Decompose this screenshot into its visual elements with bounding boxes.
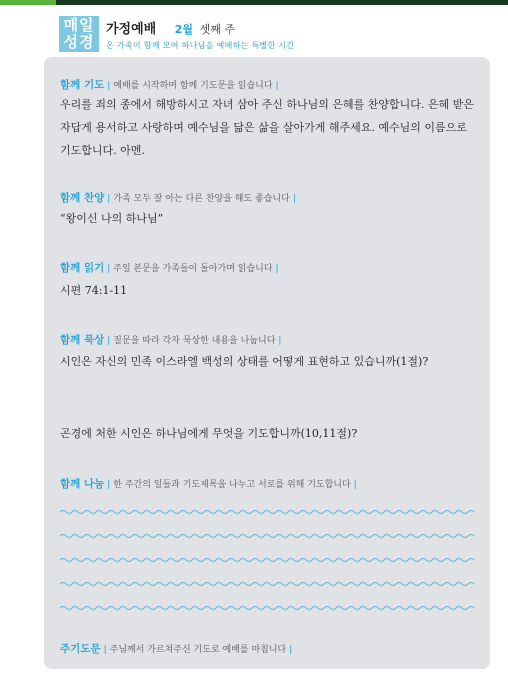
logo-line-1: 매일 [63, 16, 95, 34]
section-lords-prayer-desc: 주님께서 가르쳐주신 기도로 예배를 마칩니다 [109, 645, 287, 655]
section-reading-desc: 주일 본문을 가족들이 돌아가며 읽습니다 [113, 264, 273, 274]
praise-text: “왕이신 나의 하나님” [60, 212, 164, 225]
section-sharing-heading: 함께 나눔 [60, 478, 105, 490]
meditation-question-1: 시인은 자신의 민족 이스라엘 백성의 상태를 어떻게 표현하고 있습니까(1절)? [60, 355, 429, 368]
section-praise-desc: 가족 모두 잘 아는 다른 찬양을 해도 좋습니다 [113, 194, 290, 204]
section-lords-prayer-header: 주기도문 | 주님께서 가르쳐주신 기도로 예배를 마칩니다 | [60, 643, 293, 655]
writing-line-3[interactable] [60, 557, 474, 563]
section-meditation-heading: 함께 묵상 [60, 334, 105, 346]
section-reading-heading: 함께 읽기 [60, 262, 105, 274]
page-subtitle: 온 가족이 함께 모여 하나님을 예배하는 특별한 시간 [106, 41, 295, 50]
meditation-question-2: 곤경에 처한 시인은 하나님에게 무엇을 기도합니까(10,11절)? [60, 427, 358, 440]
writing-line-2[interactable] [60, 533, 474, 539]
writing-line-5[interactable] [60, 605, 474, 611]
section-prayer-heading: 함께 기도 [60, 79, 105, 91]
title-month: 2월 [174, 23, 194, 36]
section-praise-heading: 함께 찬양 [60, 192, 105, 204]
writing-line-4[interactable] [60, 581, 474, 587]
reading-text: 시편 74:1-11 [60, 284, 128, 297]
top-bar-accent [0, 0, 56, 5]
section-meditation-desc: 질문을 따라 각자 묵상한 내용을 나눕니다 [113, 336, 276, 346]
title-text: 가정예배 [106, 22, 157, 37]
page-title [106, 18, 235, 37]
section-meditation-header: 함께 묵상 | 질문을 따라 각자 묵상한 내용을 나눕니다 | [60, 334, 282, 346]
section-sharing-desc: 한 주간의 일들과 기도제목을 나누고 서로를 위해 기도합니다 [113, 480, 351, 490]
section-sharing-header: 함께 나눔 | 한 주간의 일들과 기도제목을 나누고 서로를 위해 기도합니다 | [60, 478, 357, 490]
section-lords-prayer-heading: 주기도문 [60, 643, 101, 655]
prayer-text: 우리를 죄의 종에서 해방하시고 자녀 삼아 주신 하나님의 은혜를 찬양합니다. 은혜 받은 자답게 용서하고 사랑하며 예수님을 닮은 삶을 살아가게 해주세요. 예수님의 이름으로 기도합니다. 아멘. [60, 98, 474, 157]
writing-line-1[interactable] [60, 509, 474, 515]
section-prayer-desc: 예배를 시작하며 함께 기도문을 읽습니다 [113, 81, 273, 91]
title-week: 셋째 주 [199, 23, 235, 36]
logo [59, 16, 99, 52]
section-prayer-header: 함께 기도 | 예배를 시작하며 함께 기도문을 읽습니다 | [60, 79, 279, 91]
logo-line-2: 성경 [63, 33, 95, 51]
section-reading-header: 함께 읽기 | 주일 본문을 가족들이 돌아가며 읽습니다 | [60, 262, 279, 274]
section-praise-header: 함께 찬양 | 가족 모두 잘 아는 다른 찬양을 해도 좋습니다 | [60, 192, 296, 204]
worship-card [44, 57, 490, 669]
top-bar [0, 0, 508, 5]
